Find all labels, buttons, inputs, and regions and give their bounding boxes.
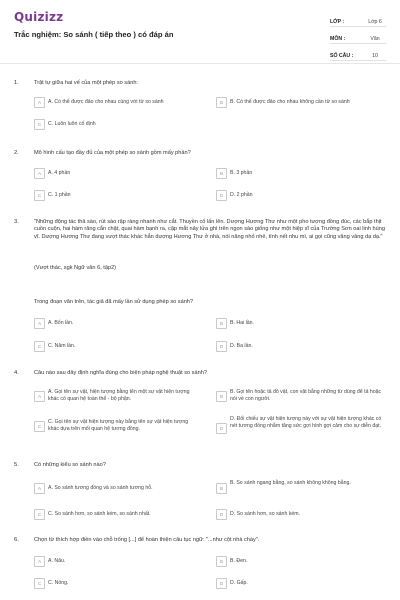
option-b[interactable]: [216, 168, 386, 182]
meta-value: Văn: [370, 36, 380, 42]
question-prompt: Trong đoạn văn trên, tác giả đã mấy lần sử dụng phép so sánh?: [34, 299, 194, 305]
question-number: 5.: [14, 462, 19, 468]
meta-panel: [330, 12, 386, 63]
option-a[interactable]: [34, 318, 204, 332]
option-letter-box: C: [34, 341, 45, 352]
option-b[interactable]: [216, 97, 390, 111]
option-d[interactable]: [216, 416, 390, 442]
question-text: Có những kiểu so sánh nào?: [34, 462, 106, 468]
option-letter-box: D: [216, 423, 227, 434]
option-text: B. Gọi tên hoặc tả đồ vật, con vật bằng những từ dùng để tả hoặc nói về con người.: [230, 389, 382, 402]
option-d[interactable]: [216, 341, 386, 355]
option-letter-box: B: [216, 318, 227, 329]
option-text: C. Nóng.: [48, 580, 69, 586]
question-passage: "Những động tác thả sào, rút sào rập ràng nhanh như cắt. Thuyền cố lấn lên. Dượng Hương Thư như một pho tượng đồng đúc, các bắp thịt cuồn cuộn, hai hàm răng cắn chặt, quai hàm bạnh ra, cặp mắt nảy lửa ghì trên ngọn sào giống như một hiệp sĩ của Trường Sơn oai linh hùng vĩ. Dượng Hương Thư đang vượt thác khác hẳn dượng Hương Thư ở nhà, nói năng nhỏ nhẻ, tính nết nhu mì, ai gọi cũng vâng vâng dạ dạ.": [34, 219, 385, 240]
option-text: D. So sánh hơn, so sánh kém.: [230, 511, 301, 517]
question-text: Chọn từ thích hợp điền vào chỗ trống [...] để hoàn thiện câu tục ngữ: "...như cột nhà cháy".: [34, 537, 260, 543]
option-a[interactable]: [34, 168, 204, 182]
question-number: 3.: [14, 219, 19, 225]
header-divider: [0, 63, 400, 64]
option-text: B. Hai lần.: [230, 320, 254, 326]
option-text: D. 2 phần: [230, 192, 253, 198]
option-b[interactable]: [216, 318, 386, 332]
option-text: A. So sánh tương đồng và so sánh tương hỗ.: [48, 485, 153, 491]
option-c[interactable]: [34, 190, 204, 204]
option-letter-box: B: [216, 168, 227, 179]
passage-source: (Vượt thác, sgk Ngữ văn 6, tập2): [34, 265, 117, 271]
option-text: B. 3 phần: [230, 170, 253, 176]
question-number: 1.: [14, 80, 19, 86]
meta-row-count: [330, 46, 386, 61]
option-a[interactable]: [34, 483, 206, 497]
option-text: A. Có thể được đảo cho nhau cùng với từ so sánh: [48, 99, 164, 105]
option-text: C. Luôn luôn cố định: [48, 121, 96, 127]
option-text: C. Năm lần.: [48, 343, 76, 349]
option-letter-box: A: [34, 391, 45, 402]
option-c[interactable]: [34, 119, 204, 133]
meta-label: LỚP :: [330, 19, 345, 25]
question-number: 2.: [14, 150, 19, 156]
option-letter-box: C: [34, 578, 45, 589]
option-text: A. Bốn lần.: [48, 320, 74, 326]
option-letter-box: A: [34, 556, 45, 567]
option-text: A. 4 phần: [48, 170, 71, 176]
option-a[interactable]: [34, 556, 206, 570]
option-text: D. Đối chiếu sự vật hiện tượng này với sự vật hiện tượng khác có nét tương đồng nhằm tăng sức gợi hình gợi cảm cho sự diễn đạt.: [230, 416, 382, 429]
option-text: A. Nâu.: [48, 558, 66, 564]
option-letter-box: D: [216, 509, 227, 520]
option-text: B. Có thể được đảo cho nhau không cần từ so sánh: [230, 99, 350, 105]
option-letter-box: D: [216, 341, 227, 352]
option-letter-box: C: [34, 190, 45, 201]
option-d[interactable]: [216, 190, 386, 204]
meta-label: MÔN :: [330, 36, 346, 42]
option-letter-box: C: [34, 509, 45, 520]
question-number: 4.: [14, 370, 19, 376]
question-text: Câu nào sau đây định nghĩa đúng cho biện pháp nghệ thuật so sánh?: [34, 370, 207, 376]
option-c[interactable]: [34, 341, 204, 355]
question-number: 6.: [14, 537, 19, 543]
option-letter-box: A: [34, 168, 45, 179]
option-letter-box: B: [216, 97, 227, 108]
option-letter-box: D: [216, 578, 227, 589]
option-letter-box: C: [34, 119, 45, 130]
quizizz-logo[interactable]: Quizizz: [14, 10, 64, 24]
option-text: B. Đen.: [230, 558, 248, 564]
question-text: Trật tự giữa hai vế của một phép so sánh:: [34, 80, 138, 86]
meta-label: SỐ CÂU :: [330, 53, 354, 59]
option-text: B. So sánh ngang bằng, so sánh không không bằng.: [230, 480, 351, 486]
option-letter-box: A: [34, 318, 45, 329]
option-text: D. Ba lần.: [230, 343, 253, 349]
option-text: A. Gọi tên sự vật, hiện tượng bằng tên một sự vật hiện tượng khác có quan hệ toàn thể - bộ phận.: [48, 389, 190, 402]
option-letter-box: A: [34, 97, 45, 108]
option-d[interactable]: [216, 578, 390, 592]
option-b[interactable]: [216, 480, 390, 498]
option-text: C. 1 phần: [48, 192, 71, 198]
option-text: D. Gấp.: [230, 580, 248, 586]
option-c[interactable]: [34, 578, 206, 592]
option-text: C. So sánh hơn, so sánh kém, so sánh nhất.: [48, 511, 151, 517]
option-b[interactable]: [216, 556, 390, 570]
option-a[interactable]: [34, 97, 204, 111]
meta-value: 10: [372, 53, 378, 59]
option-b[interactable]: [216, 388, 390, 410]
meta-value: Lớp 6: [368, 19, 382, 25]
question-text: Mô hình cấu tạo đầy đủ của một phép so sánh gồm mấy phần?: [34, 150, 191, 156]
option-c[interactable]: [34, 416, 206, 440]
option-letter-box: B: [216, 483, 227, 494]
option-letter-box: D: [216, 190, 227, 201]
meta-row-subject: [330, 29, 386, 44]
option-d[interactable]: [216, 509, 390, 523]
option-letter-box: B: [216, 556, 227, 567]
option-a[interactable]: [34, 388, 206, 410]
option-letter-box: C: [34, 421, 45, 432]
option-text: C. Gọi tên sự vật hiện tượng này bằng tên sự vật hiện tượng khác dựa trên mối quan hệ tương đồng.: [48, 419, 189, 432]
option-letter-box: A: [34, 483, 45, 494]
option-c[interactable]: [34, 509, 206, 523]
page-title: Trắc nghiệm: So sánh ( tiếp theo ) có đáp án: [14, 30, 174, 39]
meta-row-grade: [330, 12, 386, 27]
option-letter-box: B: [216, 391, 227, 402]
